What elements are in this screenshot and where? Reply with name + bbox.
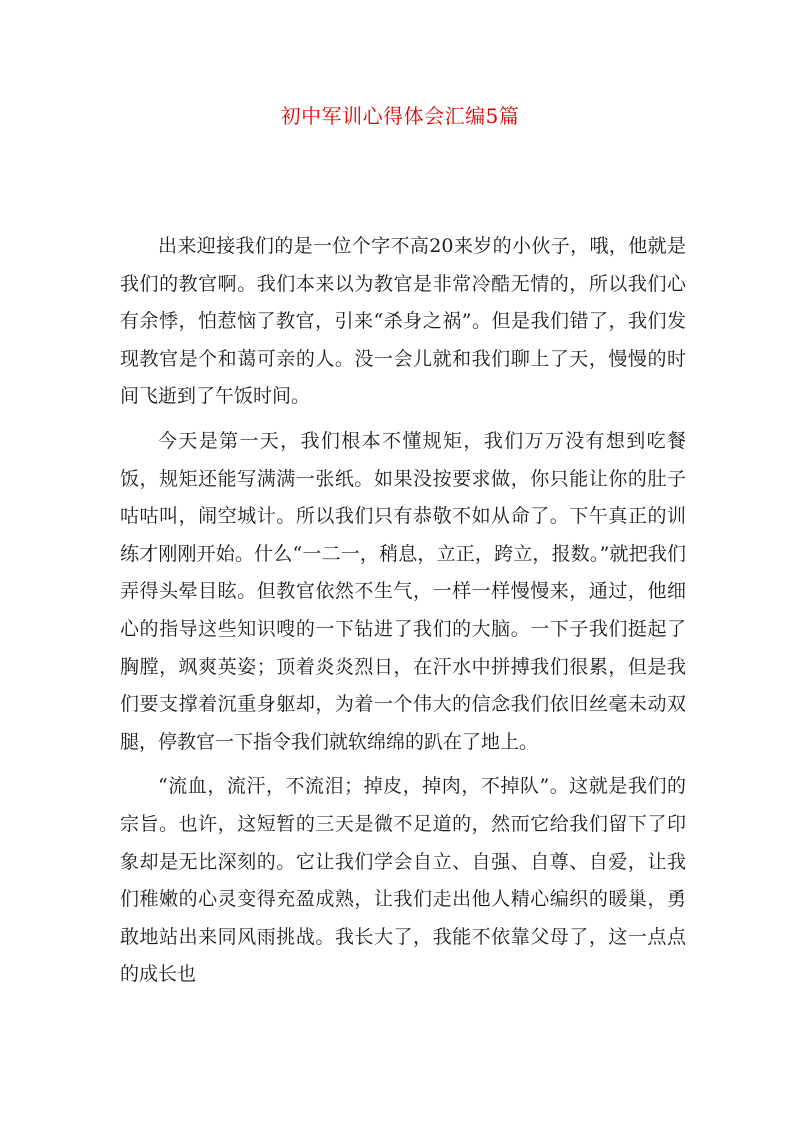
paragraph: 今天是第一天，我们根本不懂规矩，我们万万没有想到吃餐饭，规矩还能写满满一张纸。如果没按要求做，你只能让你的肚子咕咕叫，闹空城计。所以我们只有恭敬不如从命了。下午真正的训练才刚刚开始。什么“一二一，稍息，立正，跨立，报数。”就把我们弄得头晕目眩。但教官依然不生气，一样一样慢慢来，通过，他细心的指导这些知识嗖的一下钻进了我们的大脑。一下子我们挺起了胸膛，飒爽英姿；顶着炎炎烈日，在汗水中拼搏我们很累，但是我们要支撑着沉重身躯却，为着一个伟大的信念我们依旧丝毫未动双腿，停教官一下指令我们就软绵绵的趴在了地上。	[120, 429, 686, 753]
paragraph: 出来迎接我们的是一位个字不高20来岁的小伙子，哦，他就是我们的教官啊。我们本来以为教官是非常冷酷无情的，所以我们心有余悸，怕惹恼了教官，引来“杀身之祸”。但是我们错了，我们发现教官是个和蔼可亲的人。没一会儿就和我们聊上了天，慢慢的时间飞逝到了午饭时间。	[120, 235, 686, 408]
document-title: 初中军训心得体会汇编5篇	[280, 104, 520, 128]
paragraph: “流血，流汗，不流泪；掉皮，掉肉，不掉队”。这就是我们的宗旨。也许，这短暂的三天是微不足道的，然而它给我们留下了印象却是无比深刻的。它让我们学会自立、自强、自尊、自爱，让我们稚嫩的心灵变得充盈成熟，让我们走出他人精心编织的暖巢，勇敢地站出来同风雨挑战。我长大了，我能不依靠父母了，这一点点的成长也	[120, 775, 686, 986]
document-body	[120, 228, 686, 1001]
